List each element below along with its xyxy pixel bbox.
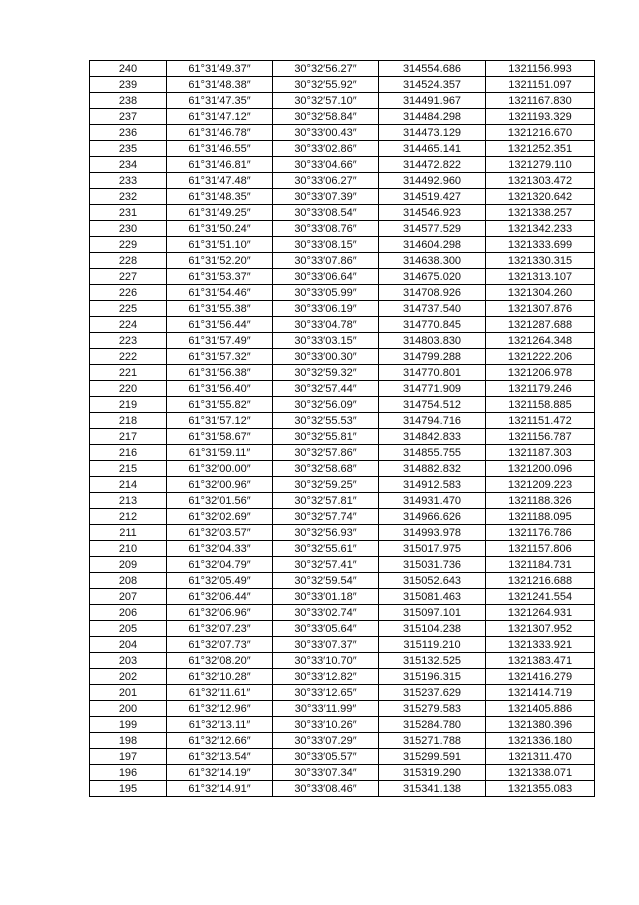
x-coordinate-cell: 314770.845 bbox=[379, 317, 486, 333]
latitude-cell: 61°32′12.96″ bbox=[167, 701, 273, 717]
point-number-cell: 216 bbox=[90, 445, 167, 461]
latitude-cell: 61°31′59.11″ bbox=[167, 445, 273, 461]
x-coordinate-cell: 315119.210 bbox=[379, 637, 486, 653]
y-coordinate-cell: 1321216.670 bbox=[486, 125, 595, 141]
latitude-cell: 61°32′03.57″ bbox=[167, 525, 273, 541]
latitude-cell: 61°31′50.24″ bbox=[167, 221, 273, 237]
y-coordinate-cell: 1321188.326 bbox=[486, 493, 595, 509]
x-coordinate-cell: 314794.716 bbox=[379, 413, 486, 429]
point-number-cell: 212 bbox=[90, 509, 167, 525]
y-coordinate-cell: 1321380.396 bbox=[486, 717, 595, 733]
longitude-cell: 30°33′08.54″ bbox=[273, 205, 379, 221]
table-row bbox=[90, 573, 595, 589]
longitude-cell: 30°33′04.66″ bbox=[273, 157, 379, 173]
point-number-cell: 224 bbox=[90, 317, 167, 333]
x-coordinate-cell: 314993.978 bbox=[379, 525, 486, 541]
point-number-cell: 231 bbox=[90, 205, 167, 221]
latitude-cell: 61°31′55.82″ bbox=[167, 397, 273, 413]
point-number-cell: 219 bbox=[90, 397, 167, 413]
point-number-cell: 213 bbox=[90, 493, 167, 509]
y-coordinate-cell: 1321209.223 bbox=[486, 477, 595, 493]
longitude-cell: 30°33′03.15″ bbox=[273, 333, 379, 349]
point-number-cell: 217 bbox=[90, 429, 167, 445]
longitude-cell: 30°32′56.27″ bbox=[273, 61, 379, 77]
y-coordinate-cell: 1321157.806 bbox=[486, 541, 595, 557]
x-coordinate-cell: 314472.822 bbox=[379, 157, 486, 173]
y-coordinate-cell: 1321184.731 bbox=[486, 557, 595, 573]
longitude-cell: 30°33′12.82″ bbox=[273, 669, 379, 685]
y-coordinate-cell: 1321303.472 bbox=[486, 173, 595, 189]
y-coordinate-cell: 1321156.993 bbox=[486, 61, 595, 77]
table-row bbox=[90, 605, 595, 621]
x-coordinate-cell: 314577.529 bbox=[379, 221, 486, 237]
y-coordinate-cell: 1321279.110 bbox=[486, 157, 595, 173]
x-coordinate-cell: 314524.357 bbox=[379, 77, 486, 93]
x-coordinate-cell: 314754.512 bbox=[379, 397, 486, 413]
point-number-cell: 227 bbox=[90, 269, 167, 285]
table-row bbox=[90, 733, 595, 749]
latitude-cell: 61°32′07.23″ bbox=[167, 621, 273, 637]
x-coordinate-cell: 315299.591 bbox=[379, 749, 486, 765]
x-coordinate-cell: 314519.427 bbox=[379, 189, 486, 205]
table-row bbox=[90, 189, 595, 205]
longitude-cell: 30°33′11.99″ bbox=[273, 701, 379, 717]
y-coordinate-cell: 1321188.095 bbox=[486, 509, 595, 525]
point-number-cell: 236 bbox=[90, 125, 167, 141]
point-number-cell: 210 bbox=[90, 541, 167, 557]
x-coordinate-cell: 315031.736 bbox=[379, 557, 486, 573]
latitude-cell: 61°31′52.20″ bbox=[167, 253, 273, 269]
y-coordinate-cell: 1321320.642 bbox=[486, 189, 595, 205]
table-row bbox=[90, 685, 595, 701]
x-coordinate-cell: 314912.583 bbox=[379, 477, 486, 493]
latitude-cell: 61°31′47.35″ bbox=[167, 93, 273, 109]
point-number-cell: 199 bbox=[90, 717, 167, 733]
table-row bbox=[90, 717, 595, 733]
table-row bbox=[90, 301, 595, 317]
coordinate-table-body bbox=[90, 61, 595, 797]
x-coordinate-cell: 314882.832 bbox=[379, 461, 486, 477]
point-number-cell: 239 bbox=[90, 77, 167, 93]
x-coordinate-cell: 314799.288 bbox=[379, 349, 486, 365]
y-coordinate-cell: 1321216.688 bbox=[486, 573, 595, 589]
longitude-cell: 30°33′12.65″ bbox=[273, 685, 379, 701]
point-number-cell: 196 bbox=[90, 765, 167, 781]
table-row bbox=[90, 589, 595, 605]
table-row bbox=[90, 365, 595, 381]
table-row bbox=[90, 237, 595, 253]
y-coordinate-cell: 1321151.097 bbox=[486, 77, 595, 93]
point-number-cell: 235 bbox=[90, 141, 167, 157]
longitude-cell: 30°33′08.76″ bbox=[273, 221, 379, 237]
longitude-cell: 30°33′02.86″ bbox=[273, 141, 379, 157]
longitude-cell: 30°33′08.15″ bbox=[273, 237, 379, 253]
latitude-cell: 61°32′06.96″ bbox=[167, 605, 273, 621]
table-row bbox=[90, 765, 595, 781]
point-number-cell: 232 bbox=[90, 189, 167, 205]
x-coordinate-cell: 314638.300 bbox=[379, 253, 486, 269]
table-row bbox=[90, 781, 595, 797]
table-row bbox=[90, 125, 595, 141]
point-number-cell: 204 bbox=[90, 637, 167, 653]
latitude-cell: 61°32′06.44″ bbox=[167, 589, 273, 605]
y-coordinate-cell: 1321355.083 bbox=[486, 781, 595, 797]
x-coordinate-cell: 314966.626 bbox=[379, 509, 486, 525]
x-coordinate-cell: 314842.833 bbox=[379, 429, 486, 445]
point-number-cell: 202 bbox=[90, 669, 167, 685]
coordinate-table bbox=[89, 60, 595, 797]
y-coordinate-cell: 1321414.719 bbox=[486, 685, 595, 701]
table-row bbox=[90, 317, 595, 333]
latitude-cell: 61°31′57.32″ bbox=[167, 349, 273, 365]
longitude-cell: 30°32′59.25″ bbox=[273, 477, 379, 493]
point-number-cell: 205 bbox=[90, 621, 167, 637]
x-coordinate-cell: 315081.463 bbox=[379, 589, 486, 605]
latitude-cell: 61°32′10.28″ bbox=[167, 669, 273, 685]
latitude-cell: 61°32′04.79″ bbox=[167, 557, 273, 573]
table-row bbox=[90, 637, 595, 653]
longitude-cell: 30°33′10.70″ bbox=[273, 653, 379, 669]
latitude-cell: 61°31′55.38″ bbox=[167, 301, 273, 317]
x-coordinate-cell: 314708.926 bbox=[379, 285, 486, 301]
point-number-cell: 237 bbox=[90, 109, 167, 125]
longitude-cell: 30°33′07.29″ bbox=[273, 733, 379, 749]
x-coordinate-cell: 314855.755 bbox=[379, 445, 486, 461]
point-number-cell: 201 bbox=[90, 685, 167, 701]
y-coordinate-cell: 1321416.279 bbox=[486, 669, 595, 685]
point-number-cell: 209 bbox=[90, 557, 167, 573]
longitude-cell: 30°32′59.54″ bbox=[273, 573, 379, 589]
x-coordinate-cell: 315271.788 bbox=[379, 733, 486, 749]
latitude-cell: 61°32′14.91″ bbox=[167, 781, 273, 797]
x-coordinate-cell: 314604.298 bbox=[379, 237, 486, 253]
latitude-cell: 61°31′49.25″ bbox=[167, 205, 273, 221]
latitude-cell: 61°32′02.69″ bbox=[167, 509, 273, 525]
longitude-cell: 30°33′07.39″ bbox=[273, 189, 379, 205]
longitude-cell: 30°32′57.74″ bbox=[273, 509, 379, 525]
x-coordinate-cell: 315319.290 bbox=[379, 765, 486, 781]
table-row bbox=[90, 525, 595, 541]
y-coordinate-cell: 1321252.351 bbox=[486, 141, 595, 157]
table-row bbox=[90, 477, 595, 493]
x-coordinate-cell: 314491.967 bbox=[379, 93, 486, 109]
point-number-cell: 222 bbox=[90, 349, 167, 365]
longitude-cell: 30°32′55.61″ bbox=[273, 541, 379, 557]
latitude-cell: 61°31′48.35″ bbox=[167, 189, 273, 205]
longitude-cell: 30°33′08.46″ bbox=[273, 781, 379, 797]
latitude-cell: 61°31′57.12″ bbox=[167, 413, 273, 429]
table-row bbox=[90, 349, 595, 365]
x-coordinate-cell: 314771.909 bbox=[379, 381, 486, 397]
longitude-cell: 30°33′02.74″ bbox=[273, 605, 379, 621]
y-coordinate-cell: 1321200.096 bbox=[486, 461, 595, 477]
latitude-cell: 61°32′13.54″ bbox=[167, 749, 273, 765]
latitude-cell: 61°32′04.33″ bbox=[167, 541, 273, 557]
latitude-cell: 61°32′12.66″ bbox=[167, 733, 273, 749]
x-coordinate-cell: 315341.138 bbox=[379, 781, 486, 797]
point-number-cell: 206 bbox=[90, 605, 167, 621]
latitude-cell: 61°31′56.38″ bbox=[167, 365, 273, 381]
y-coordinate-cell: 1321179.246 bbox=[486, 381, 595, 397]
x-coordinate-cell: 315196.315 bbox=[379, 669, 486, 685]
y-coordinate-cell: 1321405.886 bbox=[486, 701, 595, 717]
longitude-cell: 30°33′07.34″ bbox=[273, 765, 379, 781]
longitude-cell: 30°33′00.43″ bbox=[273, 125, 379, 141]
y-coordinate-cell: 1321330.315 bbox=[486, 253, 595, 269]
longitude-cell: 30°33′00.30″ bbox=[273, 349, 379, 365]
latitude-cell: 61°32′14.19″ bbox=[167, 765, 273, 781]
longitude-cell: 30°33′04.78″ bbox=[273, 317, 379, 333]
longitude-cell: 30°33′05.57″ bbox=[273, 749, 379, 765]
table-row bbox=[90, 429, 595, 445]
longitude-cell: 30°32′57.10″ bbox=[273, 93, 379, 109]
table-row bbox=[90, 205, 595, 221]
point-number-cell: 215 bbox=[90, 461, 167, 477]
y-coordinate-cell: 1321151.472 bbox=[486, 413, 595, 429]
point-number-cell: 211 bbox=[90, 525, 167, 541]
latitude-cell: 61°32′08.20″ bbox=[167, 653, 273, 669]
y-coordinate-cell: 1321206.978 bbox=[486, 365, 595, 381]
table-row bbox=[90, 749, 595, 765]
longitude-cell: 30°32′56.09″ bbox=[273, 397, 379, 413]
point-number-cell: 203 bbox=[90, 653, 167, 669]
longitude-cell: 30°32′58.68″ bbox=[273, 461, 379, 477]
x-coordinate-cell: 314770.801 bbox=[379, 365, 486, 381]
y-coordinate-cell: 1321336.180 bbox=[486, 733, 595, 749]
point-number-cell: 195 bbox=[90, 781, 167, 797]
longitude-cell: 30°33′06.64″ bbox=[273, 269, 379, 285]
table-row bbox=[90, 157, 595, 173]
x-coordinate-cell: 315132.525 bbox=[379, 653, 486, 669]
point-number-cell: 223 bbox=[90, 333, 167, 349]
y-coordinate-cell: 1321241.554 bbox=[486, 589, 595, 605]
y-coordinate-cell: 1321158.885 bbox=[486, 397, 595, 413]
table-row bbox=[90, 413, 595, 429]
y-coordinate-cell: 1321313.107 bbox=[486, 269, 595, 285]
longitude-cell: 30°33′06.27″ bbox=[273, 173, 379, 189]
table-row bbox=[90, 253, 595, 269]
point-number-cell: 233 bbox=[90, 173, 167, 189]
latitude-cell: 61°32′00.96″ bbox=[167, 477, 273, 493]
latitude-cell: 61°32′05.49″ bbox=[167, 573, 273, 589]
y-coordinate-cell: 1321338.071 bbox=[486, 765, 595, 781]
table-row bbox=[90, 621, 595, 637]
x-coordinate-cell: 314737.540 bbox=[379, 301, 486, 317]
table-row bbox=[90, 77, 595, 93]
y-coordinate-cell: 1321193.329 bbox=[486, 109, 595, 125]
y-coordinate-cell: 1321311.470 bbox=[486, 749, 595, 765]
latitude-cell: 61°31′51.10″ bbox=[167, 237, 273, 253]
longitude-cell: 30°33′01.18″ bbox=[273, 589, 379, 605]
y-coordinate-cell: 1321304.260 bbox=[486, 285, 595, 301]
longitude-cell: 30°33′05.99″ bbox=[273, 285, 379, 301]
point-number-cell: 230 bbox=[90, 221, 167, 237]
table-row bbox=[90, 669, 595, 685]
table-row bbox=[90, 269, 595, 285]
table-row bbox=[90, 461, 595, 477]
longitude-cell: 30°33′05.64″ bbox=[273, 621, 379, 637]
table-row bbox=[90, 557, 595, 573]
table-row bbox=[90, 381, 595, 397]
x-coordinate-cell: 314473.129 bbox=[379, 125, 486, 141]
y-coordinate-cell: 1321187.303 bbox=[486, 445, 595, 461]
table-row bbox=[90, 509, 595, 525]
point-number-cell: 221 bbox=[90, 365, 167, 381]
point-number-cell: 218 bbox=[90, 413, 167, 429]
x-coordinate-cell: 315237.629 bbox=[379, 685, 486, 701]
latitude-cell: 61°31′48.38″ bbox=[167, 77, 273, 93]
x-coordinate-cell: 314546.923 bbox=[379, 205, 486, 221]
y-coordinate-cell: 1321333.699 bbox=[486, 237, 595, 253]
point-number-cell: 225 bbox=[90, 301, 167, 317]
x-coordinate-cell: 315104.238 bbox=[379, 621, 486, 637]
table-row bbox=[90, 173, 595, 189]
y-coordinate-cell: 1321156.787 bbox=[486, 429, 595, 445]
y-coordinate-cell: 1321307.876 bbox=[486, 301, 595, 317]
x-coordinate-cell: 315052.643 bbox=[379, 573, 486, 589]
y-coordinate-cell: 1321264.931 bbox=[486, 605, 595, 621]
latitude-cell: 61°31′46.78″ bbox=[167, 125, 273, 141]
latitude-cell: 61°31′54.46″ bbox=[167, 285, 273, 301]
longitude-cell: 30°32′59.32″ bbox=[273, 365, 379, 381]
table-row bbox=[90, 493, 595, 509]
latitude-cell: 61°31′46.81″ bbox=[167, 157, 273, 173]
latitude-cell: 61°31′49.37″ bbox=[167, 61, 273, 77]
y-coordinate-cell: 1321342.233 bbox=[486, 221, 595, 237]
latitude-cell: 61°32′01.56″ bbox=[167, 493, 273, 509]
x-coordinate-cell: 315017.975 bbox=[379, 541, 486, 557]
latitude-cell: 61°31′56.40″ bbox=[167, 381, 273, 397]
latitude-cell: 61°31′47.12″ bbox=[167, 109, 273, 125]
x-coordinate-cell: 315097.101 bbox=[379, 605, 486, 621]
y-coordinate-cell: 1321307.952 bbox=[486, 621, 595, 637]
latitude-cell: 61°32′07.73″ bbox=[167, 637, 273, 653]
longitude-cell: 30°33′06.19″ bbox=[273, 301, 379, 317]
point-number-cell: 198 bbox=[90, 733, 167, 749]
y-coordinate-cell: 1321287.688 bbox=[486, 317, 595, 333]
longitude-cell: 30°33′07.37″ bbox=[273, 637, 379, 653]
x-coordinate-cell: 314465.141 bbox=[379, 141, 486, 157]
table-row bbox=[90, 333, 595, 349]
longitude-cell: 30°32′58.84″ bbox=[273, 109, 379, 125]
point-number-cell: 234 bbox=[90, 157, 167, 173]
longitude-cell: 30°32′57.81″ bbox=[273, 493, 379, 509]
x-coordinate-cell: 314803.830 bbox=[379, 333, 486, 349]
point-number-cell: 220 bbox=[90, 381, 167, 397]
point-number-cell: 197 bbox=[90, 749, 167, 765]
point-number-cell: 229 bbox=[90, 237, 167, 253]
table-row bbox=[90, 541, 595, 557]
point-number-cell: 200 bbox=[90, 701, 167, 717]
table-row bbox=[90, 445, 595, 461]
x-coordinate-cell: 315279.583 bbox=[379, 701, 486, 717]
longitude-cell: 30°32′56.93″ bbox=[273, 525, 379, 541]
longitude-cell: 30°32′57.41″ bbox=[273, 557, 379, 573]
table-row bbox=[90, 61, 595, 77]
latitude-cell: 61°31′57.49″ bbox=[167, 333, 273, 349]
table-row bbox=[90, 285, 595, 301]
x-coordinate-cell: 314675.020 bbox=[379, 269, 486, 285]
y-coordinate-cell: 1321222.206 bbox=[486, 349, 595, 365]
latitude-cell: 61°32′11.61″ bbox=[167, 685, 273, 701]
table-row bbox=[90, 701, 595, 717]
latitude-cell: 61°31′53.37″ bbox=[167, 269, 273, 285]
x-coordinate-cell: 315284.780 bbox=[379, 717, 486, 733]
longitude-cell: 30°32′55.53″ bbox=[273, 413, 379, 429]
y-coordinate-cell: 1321333.921 bbox=[486, 637, 595, 653]
point-number-cell: 207 bbox=[90, 589, 167, 605]
latitude-cell: 61°31′58.67″ bbox=[167, 429, 273, 445]
latitude-cell: 61°32′00.00″ bbox=[167, 461, 273, 477]
table-row bbox=[90, 653, 595, 669]
longitude-cell: 30°32′57.44″ bbox=[273, 381, 379, 397]
y-coordinate-cell: 1321383.471 bbox=[486, 653, 595, 669]
point-number-cell: 228 bbox=[90, 253, 167, 269]
latitude-cell: 61°31′47.48″ bbox=[167, 173, 273, 189]
table-row bbox=[90, 93, 595, 109]
longitude-cell: 30°32′57.86″ bbox=[273, 445, 379, 461]
x-coordinate-cell: 314931.470 bbox=[379, 493, 486, 509]
longitude-cell: 30°32′55.81″ bbox=[273, 429, 379, 445]
x-coordinate-cell: 314554.686 bbox=[379, 61, 486, 77]
latitude-cell: 61°31′46.55″ bbox=[167, 141, 273, 157]
table-row bbox=[90, 221, 595, 237]
y-coordinate-cell: 1321167.830 bbox=[486, 93, 595, 109]
y-coordinate-cell: 1321264.348 bbox=[486, 333, 595, 349]
point-number-cell: 226 bbox=[90, 285, 167, 301]
y-coordinate-cell: 1321176.786 bbox=[486, 525, 595, 541]
table-row bbox=[90, 141, 595, 157]
y-coordinate-cell: 1321338.257 bbox=[486, 205, 595, 221]
latitude-cell: 61°32′13.11″ bbox=[167, 717, 273, 733]
longitude-cell: 30°32′55.92″ bbox=[273, 77, 379, 93]
point-number-cell: 238 bbox=[90, 93, 167, 109]
latitude-cell: 61°31′56.44″ bbox=[167, 317, 273, 333]
point-number-cell: 240 bbox=[90, 61, 167, 77]
point-number-cell: 214 bbox=[90, 477, 167, 493]
table-row bbox=[90, 109, 595, 125]
longitude-cell: 30°33′07.86″ bbox=[273, 253, 379, 269]
x-coordinate-cell: 314484.298 bbox=[379, 109, 486, 125]
table-row bbox=[90, 397, 595, 413]
longitude-cell: 30°33′10.26″ bbox=[273, 717, 379, 733]
point-number-cell: 208 bbox=[90, 573, 167, 589]
x-coordinate-cell: 314492.960 bbox=[379, 173, 486, 189]
